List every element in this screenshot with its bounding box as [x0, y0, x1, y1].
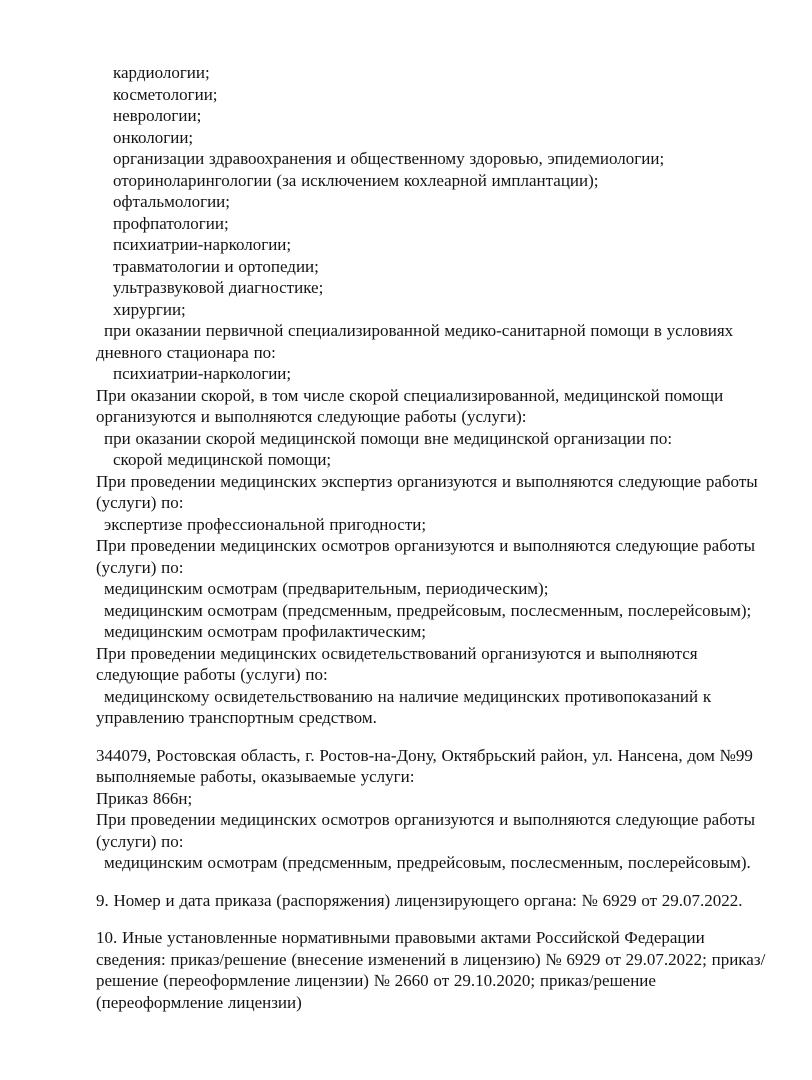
document-paragraph: ультразвуковой диагностике;	[113, 278, 324, 297]
document-paragraph: При проведении медицинских осмотров организуются и выполняются следующие работы (услуги) по:	[96, 536, 755, 577]
document-paragraph: при оказании первичной специализированной медико-санитарной помощи в условиях дневного стационара по:	[96, 321, 734, 362]
document-paragraph: 344079, Ростовская область, г. Ростов-на-Дону, Октябрьский район, ул. Нансена, дом №99	[96, 745, 753, 765]
document-paragraph: экспертизе профессиональной пригодности;	[104, 514, 427, 534]
document-paragraph: психиатрии-наркологии;	[113, 364, 292, 383]
document-paragraph: травматологии и ортопедии;	[113, 256, 319, 276]
document-paragraph: организации здравоохранения и общественному здоровью, эпидемиологии;	[113, 149, 665, 168]
document-paragraph: выполняемые работы, оказываемые услуги:	[96, 767, 415, 786]
document-paragraph: При проведении медицинских освидетельствований организуются и выполняются следующие работы (услуги) по:	[96, 643, 698, 684]
paragraph-gap	[96, 911, 768, 927]
document-paragraph: 10. Иные установленные нормативными правовыми актами Российской Федерации сведения: приказ/решение (внесение изменений в лицензию) № 6929 от 29.07.2022; приказ/решение (переоформление лицензии) № 2660 от 29.10.2020; приказ/решение (переоформление лицензии)	[96, 928, 766, 1012]
document-paragraph: медицинским осмотрам (предсменным, предрейсовым, послесменным, послерейсовым).	[104, 853, 751, 872]
document-paragraph: Приказ 866н;	[96, 788, 193, 808]
document-paragraph: кардиологии;	[113, 63, 210, 82]
document-paragraph: медицинскому освидетельствованию на наличие медицинских противопоказаний к управлению транспортным средством.	[96, 686, 712, 727]
document-paragraph: онкологии;	[113, 127, 194, 147]
document-paragraph: При проведении медицинских экспертиз организуются и выполняются следующие работы (услуги) по:	[96, 471, 758, 512]
document-paragraph: офтальмологии;	[113, 192, 230, 211]
document-paragraph: при оказании скорой медицинской помощи вне медицинской организации по:	[104, 428, 673, 448]
document-paragraph: При оказании скорой, в том числе скорой специализированной, медицинской помощи организуются и выполняются следующие работы (услуги):	[96, 385, 724, 426]
document-paragraph: медицинским осмотрам профилактическим;	[104, 622, 426, 641]
document-paragraph: неврологии;	[113, 106, 202, 125]
paragraph-gap	[96, 729, 768, 745]
document-paragraph: При проведении медицинских осмотров организуются и выполняются следующие работы (услуги) по:	[96, 810, 755, 851]
document-paragraph: оториноларингологии (за исключением кохлеарной имплантации);	[113, 170, 599, 190]
document-paragraph: профпатологии;	[113, 213, 229, 233]
document-paragraph: хирургии;	[113, 299, 186, 319]
document-paragraph: медицинским осмотрам (предсменным, предрейсовым, послесменным, послерейсовым);	[104, 600, 752, 620]
paragraph-gap	[96, 874, 768, 890]
document-paragraph: медицинским осмотрам (предварительным, периодическим);	[104, 579, 549, 598]
document-paragraph: косметологии;	[113, 84, 218, 104]
document-paragraph: психиатрии-наркологии;	[113, 235, 292, 254]
document-paragraph: 9. Номер и дата приказа (распоряжения) лицензирующего органа: № 6929 от 29.07.2022.	[96, 890, 743, 910]
document-paragraph: скорой медицинской помощи;	[113, 450, 332, 469]
